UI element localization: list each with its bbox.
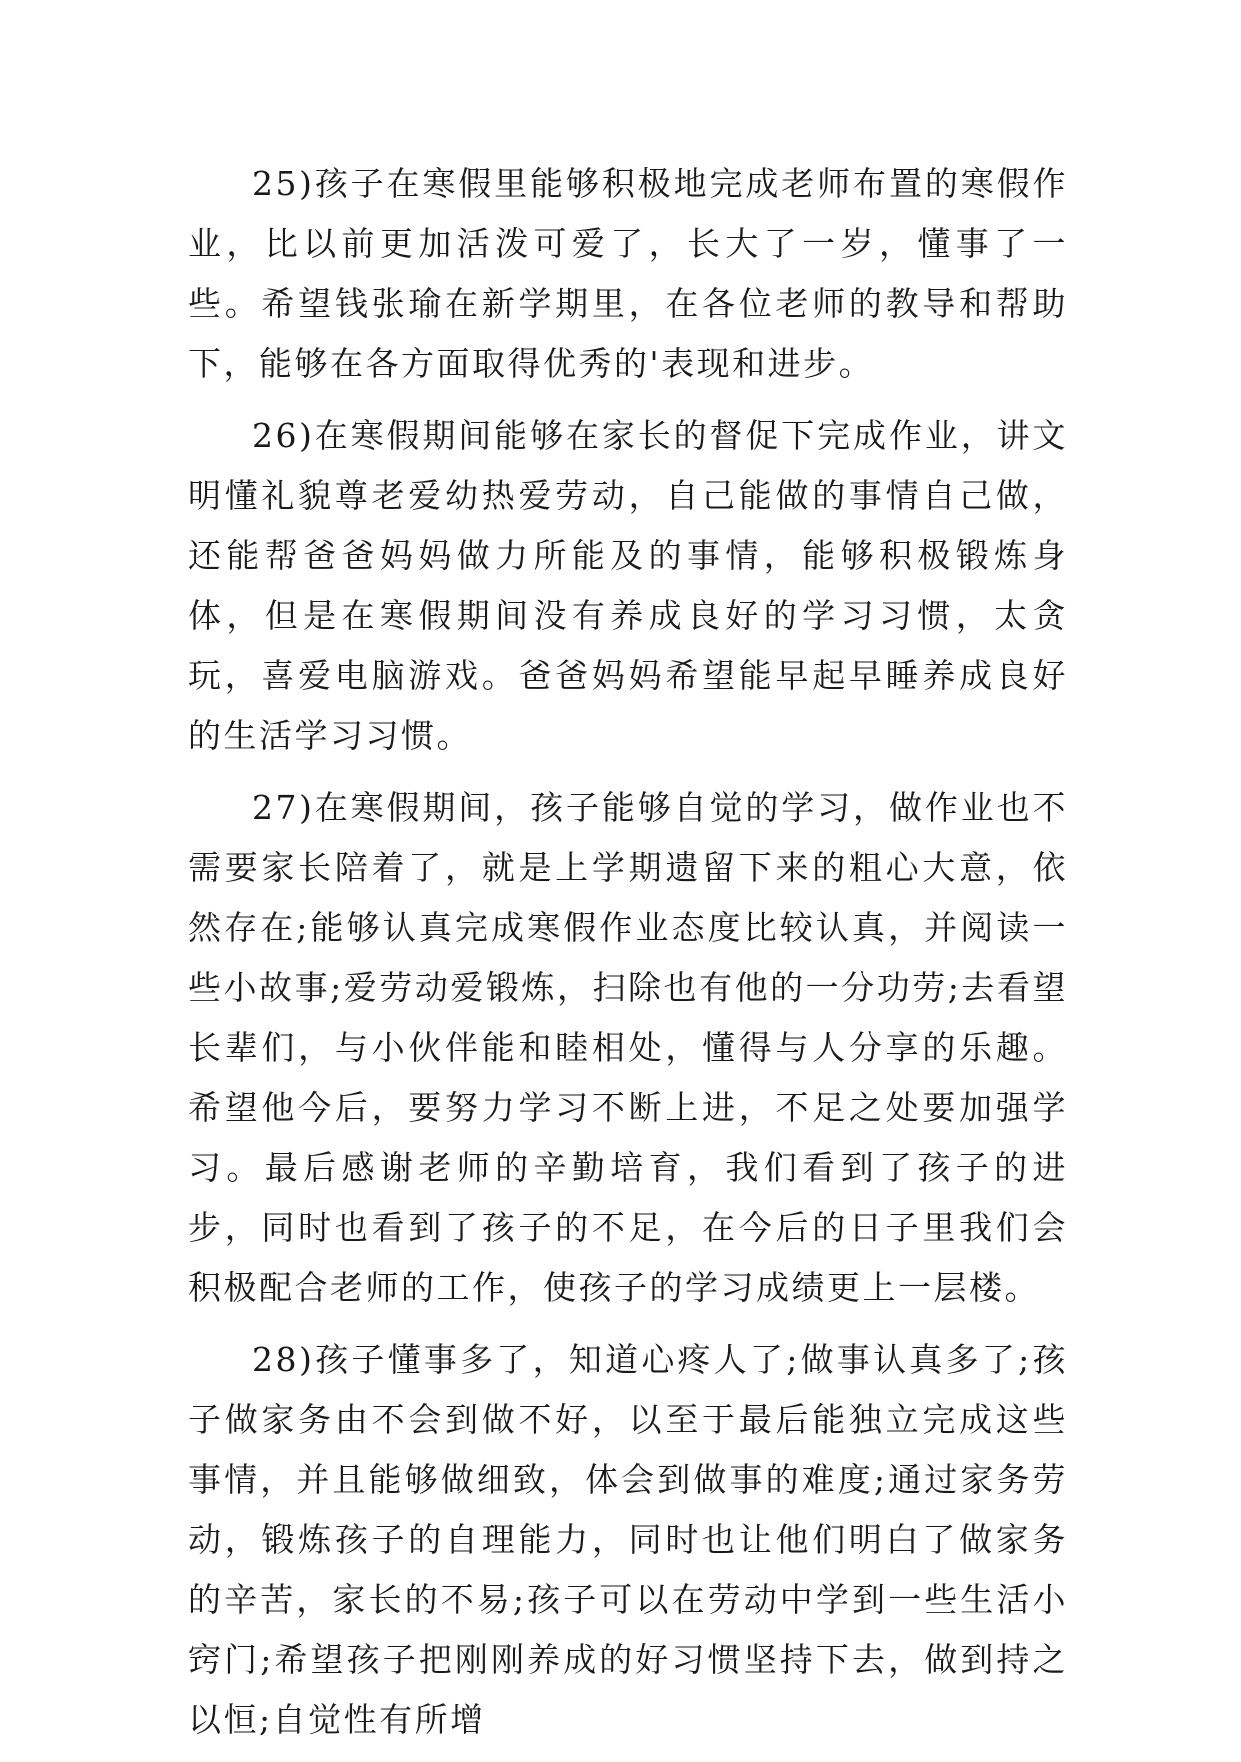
paragraph-27: 27)在寒假期间，孩子能够自觉的学习，做作业也不需要家长陪着了，就是上学期遗留下来的粗心大意，依然存在;能够认真完成寒假作业态度比较认真，并阅读一些小故事;爱劳动爱锻炼，扫除也有他的一分功劳;去看望长辈们，与小伙伴能和睦相处，懂得与人分享的乐趣。希望他今后，要努力学习不断上进，不足之处要加强学习。最后感谢老师的辛勤培育，我们看到了孩子的进步，同时也看到了孩子的不足，在今后的日子里我们会积极配合老师的工作，使孩子的学习成绩更上一层楼。 — [188, 788, 1068, 1307]
paragraph-26: 26)在寒假期间能够在家长的督促下完成作业，讲文明懂礼貌尊老爱幼热爱劳动，自己能做的事情自己做，还能帮爸爸妈妈做力所能及的事情，能够积极锻炼身体，但是在寒假期间没有养成良好的学习习惯，太贪玩，喜爱电脑游戏。爸爸妈妈希望能早起早睡养成良好的生活学习习惯。 — [188, 416, 1068, 755]
paragraph-28: 28)孩子懂事多了，知道心疼人了;做事认真多了;孩子做家务由不会到做不好，以至于最后能独立完成这些事情，并且能够做细致，体会到做事的难度;通过家务劳动，锻炼孩子的自理能力，同时也让他们明白了做家务的辛苦，家长的不易;孩子可以在劳动中学到一些生活小窍门;希望孩子把刚刚养成的好习惯坚持下去，做到持之以恒;自觉性有所增 — [188, 1340, 1068, 1739]
document-body — [188, 154, 1068, 1762]
paragraph-25: 25)孩子在寒假里能够积极地完成老师布置的寒假作业，比以前更加活泼可爱了，长大了一岁，懂事了一些。希望钱张瑜在新学期里，在各位老师的教导和帮助下，能够在各方面取得优秀的'表现和进步。 — [188, 164, 1068, 383]
